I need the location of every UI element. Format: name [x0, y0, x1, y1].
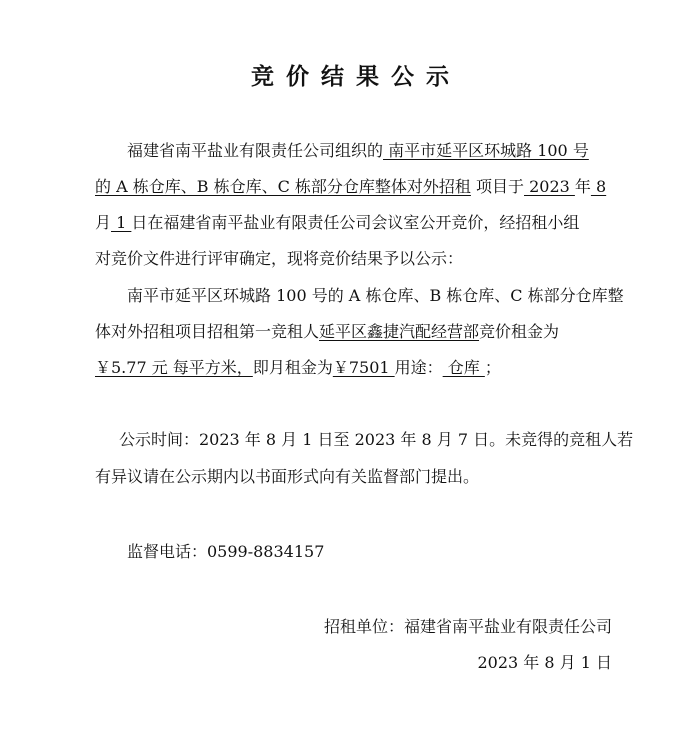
notice-date: 2023 年 8 月 1 日 — [477, 653, 612, 672]
p1-underlined-location: 南平市延平区环城路 100 号 — [383, 141, 589, 160]
p1-underlined-month: 8 — [590, 177, 607, 196]
p1-text: 项目于 — [470, 177, 524, 196]
p2-text: 即月租金为 — [252, 358, 333, 377]
p1-line-3 — [95, 213, 635, 233]
p2-underlined-price: ￥5.77 元 每平方米， — [95, 358, 253, 377]
page-title: 竞价结果公示 — [251, 63, 461, 90]
p1-text: 月 — [95, 213, 112, 232]
p2-text: ； — [484, 358, 501, 377]
p2-text: 竞价租金为 — [479, 322, 560, 341]
p1-line-4: 对竞价文件进行评审确定，现将竞价结果予以公示： — [95, 249, 464, 268]
p2-underlined-monthly-rent: ￥7501 — [332, 358, 395, 377]
p1-line-2 — [95, 177, 635, 197]
p2-text: 体对外招租项目招租第一竞租人 — [95, 322, 320, 341]
p2-line-2 — [95, 322, 635, 342]
p2-text: 南平市延平区环城路 100 号的 A 栋仓库、B 栋仓库、C 栋部分仓库整 — [127, 286, 624, 305]
p2-line-3 — [95, 358, 635, 378]
p1-text: 日在福建省南平盐业有限责任公司会议室公开竞价，经招租小组 — [131, 213, 580, 232]
p2-line-1 — [95, 286, 635, 306]
p3-line-2: 有异议请在公示期内以书面形式向有关监督部门提出。 — [95, 467, 480, 486]
p1-text: 福建省南平盐业有限责任公司组织的 — [127, 141, 384, 160]
p1-text: 年 — [574, 177, 591, 196]
p1-underlined-day: 1 — [111, 213, 132, 232]
p1-line-1 — [95, 141, 635, 161]
p1-underlined-year: 2023 — [524, 177, 575, 196]
p3-line-1 — [95, 430, 635, 450]
p3-text: 公示时间：2023 年 8 月 1 日至 2023 年 8 月 7 日。未竞得的竞租人若 — [119, 430, 634, 449]
p2-underlined-usage: 仓库 — [442, 358, 485, 377]
p1-underlined-project: 的 A 栋仓库、B 栋仓库、C 栋部分仓库整体对外招租 — [95, 177, 471, 196]
supervision-phone: 监督电话：0599-8834157 — [127, 542, 325, 561]
p2-underlined-bidder: 延平区鑫捷汽配经营部 — [319, 322, 480, 341]
p2-text: 用途： — [394, 358, 443, 377]
leasing-unit: 招租单位：福建省南平盐业有限责任公司 — [323, 617, 612, 636]
